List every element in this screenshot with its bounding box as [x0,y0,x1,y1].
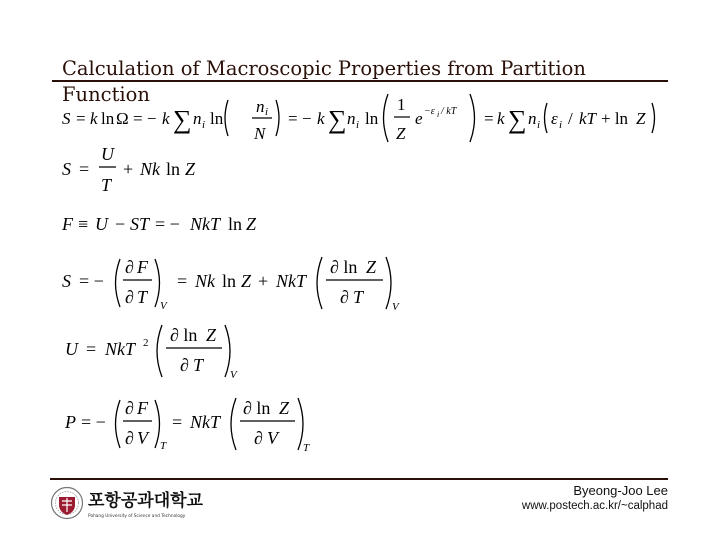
svg-text:∑: ∑ [173,105,192,134]
svg-text:+: + [258,271,269,291]
svg-text:∑: ∑ [508,105,527,134]
svg-text:V: V [230,369,237,381]
footer-rule [50,478,668,480]
svg-text:Z: Z [279,398,290,418]
svg-text:Z: Z [366,257,377,277]
svg-text:ln: ln [210,109,224,128]
svg-text:NkT: NkT [276,271,307,291]
svg-text:V: V [267,428,278,448]
svg-text:k: k [162,109,170,128]
svg-text:T: T [137,287,148,307]
svg-text:V: V [137,428,148,448]
equation-pressure [64,398,310,454]
svg-text:∂: ∂ [125,398,134,418]
slide-title: Calculation of Macroscopic Properties from Partition Function [62,57,586,106]
svg-text:S: S [62,271,71,291]
svg-text:=: = [484,109,494,128]
equation-entropy-u-t [62,144,196,195]
svg-text:Z: Z [185,159,196,179]
svg-text:U: U [65,339,78,359]
svg-text:k: k [317,109,325,128]
svg-text:T: T [193,355,204,375]
svg-text:∑: ∑ [328,105,347,134]
svg-text:ST: ST [130,214,150,234]
svg-text:i: i [356,119,360,131]
author-url: www.postech.ac.kr/~calphad [521,500,668,512]
svg-text:P: P [65,412,76,432]
svg-text:∂ ln: ∂ ln [330,257,358,277]
svg-text:Nk: Nk [195,271,215,291]
svg-text:k: k [497,109,505,128]
svg-text:∂: ∂ [125,257,134,277]
svg-text:n: n [528,109,537,128]
svg-text:ln: ln [365,109,379,128]
svg-text:Ω: Ω [116,109,129,128]
svg-text:NkT: NkT [190,412,221,432]
svg-text:=: = [86,339,97,359]
svg-text:i: i [559,119,563,131]
svg-text:T: T [303,442,310,454]
svg-text:S: S [62,109,71,128]
equation-internal-energy [65,325,238,381]
svg-text:=: = [172,412,183,432]
svg-text:NkT: NkT [105,339,136,359]
svg-text:Z: Z [246,214,257,234]
svg-text:kT: kT [579,109,596,128]
svg-text:≡: ≡ [78,214,89,234]
svg-text:N: N [254,124,266,143]
svg-text:−ε: −ε [424,106,435,117]
svg-text:ln: ln [166,159,181,179]
equation-entropy-expansion [62,94,655,143]
logo-english-name: Pohang University of Science and Technology [88,514,186,519]
svg-text:+: + [123,159,134,179]
svg-text:=: = [79,159,90,179]
svg-text:+ ln: + ln [601,109,629,128]
svg-text:∂ ln: ∂ ln [243,398,271,418]
svg-text:Z: Z [636,109,646,128]
svg-text:NkT: NkT [190,214,221,234]
svg-text:= −: = − [79,271,104,291]
equation-entropy-derivative [62,257,400,313]
svg-text:U: U [95,214,108,234]
svg-text:i: i [437,110,440,119]
svg-text:U: U [101,144,114,164]
svg-text:ln: ln [101,109,115,128]
svg-text:i: i [202,119,206,131]
svg-text:/ kT: / kT [441,106,457,117]
svg-text:S: S [62,159,71,179]
svg-text:T: T [353,287,364,307]
svg-text:ε: ε [551,109,558,128]
svg-text:2: 2 [143,337,149,349]
university-emblem-icon [52,488,83,519]
equation-helmholtz [61,214,257,234]
svg-text:Z: Z [241,271,252,291]
svg-text:ln: ln [228,214,243,234]
svg-text:F: F [137,257,148,277]
svg-text:1: 1 [397,95,406,114]
svg-text:∂ ln: ∂ ln [170,325,198,345]
svg-text:= −: = − [288,109,312,128]
svg-text:n: n [347,109,356,128]
svg-text:n: n [193,109,202,128]
svg-text:F: F [137,398,148,418]
svg-text:e: e [415,109,423,128]
author-name: Byeong-Joo Lee [573,483,668,498]
svg-text:∂: ∂ [125,428,134,448]
svg-text:=: = [177,271,188,291]
svg-text:V: V [392,301,399,313]
svg-text:=: = [76,109,86,128]
svg-text:∂: ∂ [180,355,189,375]
svg-text:Nk: Nk [140,159,160,179]
svg-text:k: k [90,109,98,128]
svg-text:= −: = − [133,109,157,128]
svg-text:∂: ∂ [340,287,349,307]
svg-text:= −: = − [155,214,180,234]
svg-text:V: V [160,300,167,312]
logo-korean-name: 포항공과대학교 [88,491,203,511]
svg-text:−: − [115,214,126,234]
svg-text:T: T [160,440,167,452]
svg-text:/: / [568,109,573,128]
svg-text:∂: ∂ [254,428,263,448]
svg-text:F: F [62,214,73,234]
svg-text:n: n [256,97,265,116]
university-logo [50,484,240,524]
svg-text:T: T [101,175,112,195]
svg-text:Z: Z [206,325,217,345]
svg-text:∂: ∂ [125,287,134,307]
svg-text:Z: Z [396,124,406,143]
svg-text:i: i [537,119,541,131]
svg-text:i: i [265,106,269,118]
svg-text:= −: = − [81,412,106,432]
svg-text:ln: ln [222,271,237,291]
